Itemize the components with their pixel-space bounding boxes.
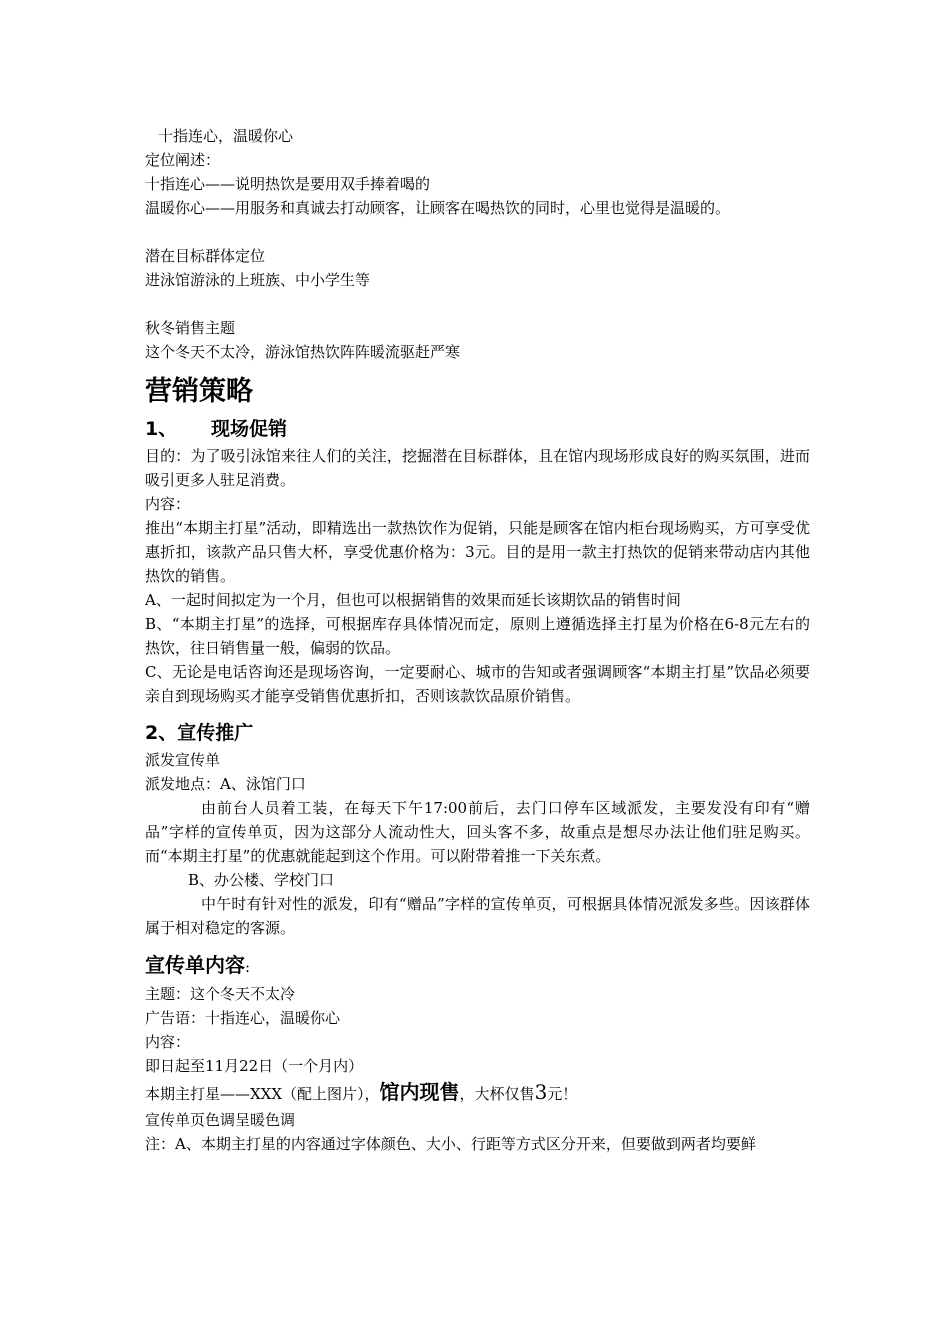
flyer-ad: 广告语：十指连心，温暖你心 bbox=[145, 1009, 341, 1027]
flyer-star-num: 3 bbox=[534, 1080, 548, 1104]
section-2-heading: 2、宣传推广 bbox=[145, 722, 254, 744]
flyer-content-label: 内容： bbox=[145, 1033, 191, 1051]
section-1-purpose: 目的：为了吸引泳馆来往人们的关注，挖掘潜在目标群体，且在馆内现场形成良好的购买氛围，进而吸引更多人驻足消费。 bbox=[145, 447, 810, 489]
flyer-star-end: 元！ bbox=[547, 1085, 578, 1103]
strategy-heading: 营销策略 bbox=[145, 376, 253, 407]
flyer-title: 宣传单内容 bbox=[145, 953, 245, 977]
section-2-place-b: B、办公楼、学校门口 bbox=[188, 871, 335, 889]
section-1-title: 现场促销 bbox=[211, 418, 288, 440]
flyer-star-line bbox=[145, 1078, 810, 1108]
flyer-title-colon: : bbox=[245, 958, 251, 976]
section-2-place-a-text: 由前台人员着工装，在每天下午17:00前后，去门口停车区域派发，主要发没有印有“赠品”字样的宣传单页，因为这部分人流动性大，回头客不多，故重点是想尽办法让他们驻足购买。而“本期主打星”的优惠就能起到这个作用。可以附带着推一下关东煮。 bbox=[145, 799, 810, 865]
section-2-place-a: 派发地点：A、泳馆门口 bbox=[145, 775, 306, 793]
document-body bbox=[145, 124, 810, 1156]
positioning-line-1: 十指连心——说明热饮是要用双手捧着喝的 bbox=[145, 175, 431, 193]
spacer bbox=[145, 220, 810, 244]
flyer-heading bbox=[145, 950, 810, 982]
spacer bbox=[145, 292, 810, 316]
section-1-content: 推出“本期主打星”活动，即精选出一款热饮作为促销，只能是顾客在馆内柜台现场购买，方可享受优惠折扣，该款产品只售大杯，享受优惠价格为：3元。目的是用一款主打热饮的促销来带动店内其他热饮的销售。 bbox=[145, 519, 810, 585]
section-2-flyer: 派发宣传单 bbox=[145, 751, 221, 769]
target-text: 进泳馆游泳的上班族、中小学生等 bbox=[145, 271, 371, 289]
theme-label: 秋冬销售主题 bbox=[145, 319, 236, 337]
flyer-star-mid: ，大杯仅售 bbox=[459, 1085, 535, 1103]
slogan: 十指连心，温暖你心 bbox=[158, 127, 294, 145]
flyer-subject: 主题：这个冬天不太冷 bbox=[145, 985, 296, 1003]
flyer-star-big: 馆内现售 bbox=[379, 1080, 460, 1104]
section-1-number: 1、 bbox=[145, 418, 178, 440]
flyer-note: 注：A、本期主打星的内容通过字体颜色、大小、行距等方式区分开来，但要做到两者均要鲜 bbox=[145, 1135, 756, 1153]
positioning-line-2: 温暖你心——用服务和真诚去打动顾客，让顾客在喝热饮的同时，心里也觉得是温暖的。 bbox=[145, 199, 731, 217]
spacer bbox=[145, 708, 810, 718]
section-1-item-c: C、无论是电话咨询还是现场咨询，一定要耐心、城市的告知或者强调顾客“本期主打星”饮品必须要亲自到现场购买才能享受销售优惠折扣，否则该款饮品原价销售。 bbox=[145, 663, 810, 705]
section-1-item-b: B、“本期主打星”的选择，可根据库存具体情况而定，原则上遵循选择主打星为价格在6-8元左右的热饮，往日销售量一般，偏弱的饮品。 bbox=[145, 615, 810, 657]
target-label: 潜在目标群体定位 bbox=[145, 247, 266, 265]
theme-text: 这个冬天不太冷，游泳馆热饮阵阵暖流驱赶严寒 bbox=[145, 343, 461, 361]
positioning-label: 定位阐述： bbox=[145, 151, 221, 169]
flyer-period: 即日起至11月22日（一个月内） bbox=[145, 1057, 364, 1075]
flyer-color-note: 宣传单页色调呈暖色调 bbox=[145, 1111, 296, 1129]
section-1-content-label: 内容： bbox=[145, 495, 191, 513]
section-1-item-a: A、一起时间拟定为一个月，但也可以根据销售的效果而延长该期饮品的销售时间 bbox=[145, 591, 681, 609]
flyer-star-pre: 本期主打星——XXX（配上图片）， bbox=[145, 1085, 380, 1103]
section-1-heading bbox=[145, 414, 810, 444]
section-2-place-b-text: 中午时有针对性的派发，印有“赠品”字样的宣传单页，可根据具体情况派发多些。因该群体属于相对稳定的客源。 bbox=[145, 895, 810, 937]
